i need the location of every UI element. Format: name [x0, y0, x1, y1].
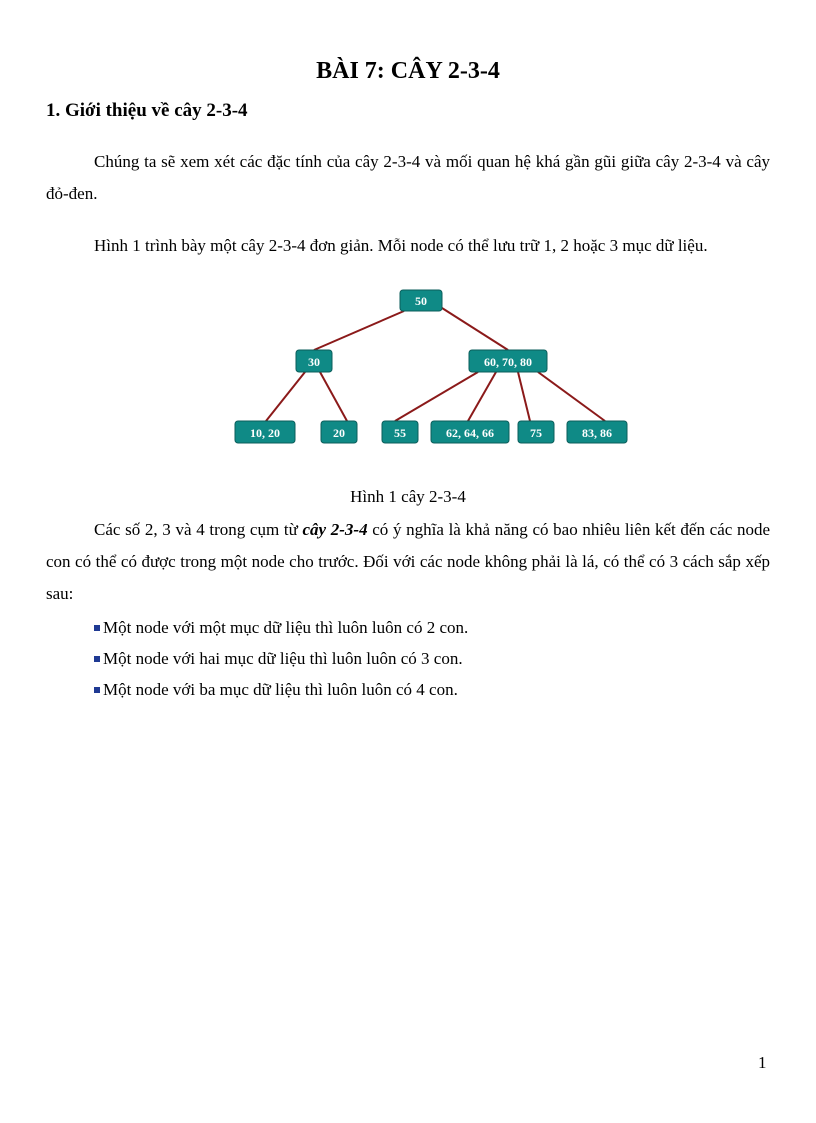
bullet-item	[94, 648, 463, 670]
tree-node-root	[400, 290, 442, 311]
tree-node-level1-right	[469, 350, 547, 372]
tree-leaf-5-label: 75	[530, 426, 542, 440]
intro-paragraph-text: Chúng ta sẽ xem xét các đặc tính của cây 2-3-4 và mối quan hệ khá gần gũi giữa cây 2-3-4 và cây đỏ-đen.	[46, 152, 770, 203]
tree-leaf-2	[321, 421, 357, 443]
edge-root-30	[314, 311, 404, 350]
bullet-text: Một node với ba mục dữ liệu thì luôn luôn có 4 con.	[103, 680, 458, 699]
tree-leaf-2-label: 20	[333, 426, 345, 440]
edge-root-607080	[442, 308, 508, 350]
edge-607080-8386	[538, 372, 605, 421]
bullet-text: Một node với hai mục dữ liệu thì luôn luôn có 3 con.	[103, 649, 463, 668]
explanation-emphasis: cây 2-3-4	[302, 520, 368, 539]
tree-node-level1-left	[296, 350, 332, 372]
edge-607080-75	[518, 372, 530, 421]
tree-node-level1-left-label: 30	[308, 355, 320, 369]
page-title: BÀI 7: CÂY 2-3-4	[316, 58, 500, 84]
page-number: 1	[758, 1053, 767, 1072]
bullet-text: Một node với một mục dữ liệu thì luôn luôn có 2 con.	[103, 618, 469, 637]
bullet-item	[94, 617, 468, 639]
tree-node-level1-right-label: 60, 70, 80	[484, 355, 532, 369]
explanation-text-after: có ý nghĩa là khả năng có bao nhiêu liên kết đến các node con có thể có được trong một node cho trước. Đối với các node không phải là lá, có thể có 3 cách sắp xếp sau:	[46, 520, 770, 603]
edge-30-20	[320, 372, 347, 421]
figure-intro-text: Hình 1 trình bày một cây 2-3-4 đơn giản. Mỗi node có thể lưu trữ 1, 2 hoặc 3 mục dữ liệu.	[94, 236, 708, 255]
tree-leaf-4	[431, 421, 509, 443]
tree-leaf-5	[518, 421, 554, 443]
tree-leaf-6-label: 83, 86	[582, 426, 612, 440]
bullet-item	[94, 679, 458, 701]
square-bullet-icon	[94, 656, 100, 662]
tree-diagram	[0, 0, 816, 470]
square-bullet-icon	[94, 687, 100, 693]
tree-leaf-1-label: 10, 20	[250, 426, 280, 440]
edge-607080-626466	[468, 372, 496, 421]
square-bullet-icon	[94, 625, 100, 631]
tree-leaf-4-label: 62, 64, 66	[446, 426, 494, 440]
explanation-paragraph	[46, 514, 770, 610]
edge-607080-55	[395, 372, 478, 421]
tree-leaf-3-label: 55	[394, 426, 406, 440]
tree-leaf-6	[567, 421, 627, 443]
tree-node-root-label: 50	[415, 294, 427, 308]
explanation-text-before: Các số 2, 3 và 4 trong cụm từ	[94, 520, 303, 539]
figure-caption: Hình 1 cây 2-3-4	[350, 487, 466, 506]
tree-leaf-1	[235, 421, 295, 443]
section-heading: 1. Giới thiệu về cây 2-3-4	[46, 100, 248, 121]
edge-30-1020	[266, 372, 305, 421]
tree-leaf-3	[382, 421, 418, 443]
